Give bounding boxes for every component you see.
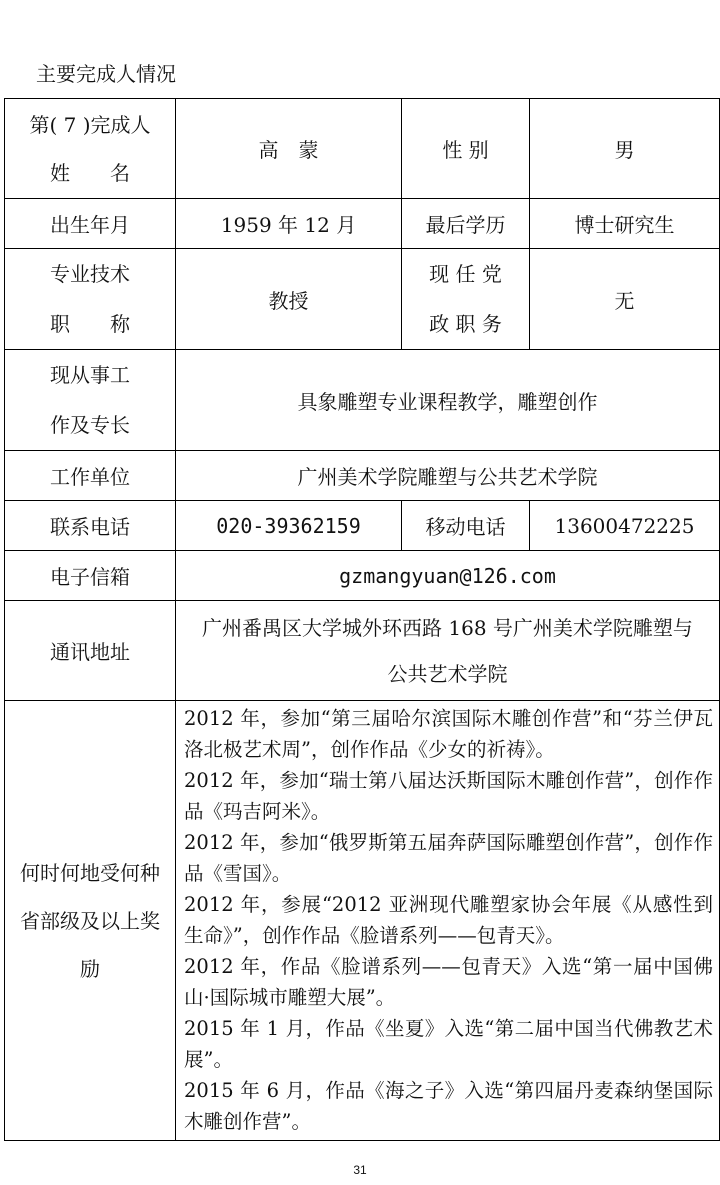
education-label: 最后学历 [402, 199, 530, 249]
post-value: 无 [530, 249, 720, 350]
work-value: 具象雕塑专业课程教学，雕塑创作 [176, 350, 720, 451]
title-label-line1: 专业技术 [50, 262, 130, 286]
row-birth [5, 199, 720, 249]
birth-label: 出生年月 [5, 199, 176, 249]
gender-label: 性 别 [402, 99, 530, 199]
address-value [176, 601, 720, 701]
award-item: 2012 年，参加“第三届哈尔滨国际木雕创作营”和“芬兰伊瓦洛北极艺术周”，创作作品《少女的祈祷》。 [184, 707, 713, 761]
address-line1: 广州番禺区大学城外环西路 168 号广州美术学院雕塑与 [202, 615, 693, 640]
row-name [5, 99, 720, 199]
row-work [5, 350, 720, 451]
unit-value: 广州美术学院雕塑与公共艺术学院 [176, 451, 720, 501]
award-item: 2012 年，作品《脸谱系列——包青天》入选“第一届中国佛山·国际城市雕塑大展”。 [184, 955, 713, 1009]
award-item: 2012 年，参加“瑞士第八届达沃斯国际木雕创作营”，创作作品《玛吉阿米》。 [184, 769, 713, 823]
mobile-value: 13600472225 [530, 501, 720, 551]
post-label-line2: 政 职 务 [429, 312, 502, 336]
awards-label-line1: 何时何地受何种 [20, 860, 160, 885]
work-label-line1: 现从事工 [50, 363, 130, 387]
work-label-line2: 作及专长 [50, 413, 130, 437]
row-title [5, 249, 720, 350]
education-value: 博士研究生 [530, 199, 720, 249]
awards-label-line2: 省部级及以上奖 [20, 908, 160, 933]
name-value: 高 蒙 [176, 99, 402, 199]
personnel-info-table [4, 98, 720, 1141]
title-label-cell [5, 249, 176, 350]
row-address [5, 601, 720, 701]
awards-label-cell [5, 701, 176, 1141]
section-title: 主要完成人情况 [36, 62, 176, 86]
title-label-line2: 职 称 [50, 312, 130, 336]
address-line2: 公共艺术学院 [387, 661, 508, 686]
awards-list [176, 701, 720, 1141]
rank-label-cell [5, 99, 176, 199]
name-label: 姓 名 [50, 160, 130, 185]
email-value: gzmangyuan@126.com [176, 551, 720, 601]
row-email [5, 551, 720, 601]
award-item: 2012 年，参加“俄罗斯第五届奔萨国际雕塑创作营”，创作作品《雪国》。 [184, 831, 713, 885]
unit-label: 工作单位 [5, 451, 176, 501]
mobile-label: 移动电话 [402, 501, 530, 551]
gender-value: 男 [530, 99, 720, 199]
email-label: 电子信箱 [5, 551, 176, 601]
post-label-line1: 现 任 党 [429, 262, 502, 286]
row-unit [5, 451, 720, 501]
post-label-cell [402, 249, 530, 350]
address-label: 通讯地址 [5, 601, 176, 701]
row-phone [5, 501, 720, 551]
row-awards [5, 701, 720, 1141]
work-label-cell [5, 350, 176, 451]
award-item: 2015 年 6 月，作品《海之子》入选“第四届丹麦森纳堡国际木雕创作营”。 [184, 1079, 713, 1133]
phone-label: 联系电话 [5, 501, 176, 551]
birth-value: 1959 年 12 月 [176, 199, 402, 249]
phone-value: 020-39362159 [176, 501, 402, 551]
rank-label: 第( 7 )完成人 [29, 112, 151, 137]
title-value: 教授 [176, 249, 402, 350]
page-number: 31 [353, 1163, 367, 1177]
awards-label-line3: 励 [80, 956, 100, 981]
award-item: 2012 年，参展“2012 亚洲现代雕塑家协会年展《从感性到生命》”，创作作品《脸谱系列——包青天》。 [184, 893, 713, 947]
award-item: 2015 年 1 月，作品《坐夏》入选“第二届中国当代佛教艺术展”。 [184, 1017, 713, 1071]
